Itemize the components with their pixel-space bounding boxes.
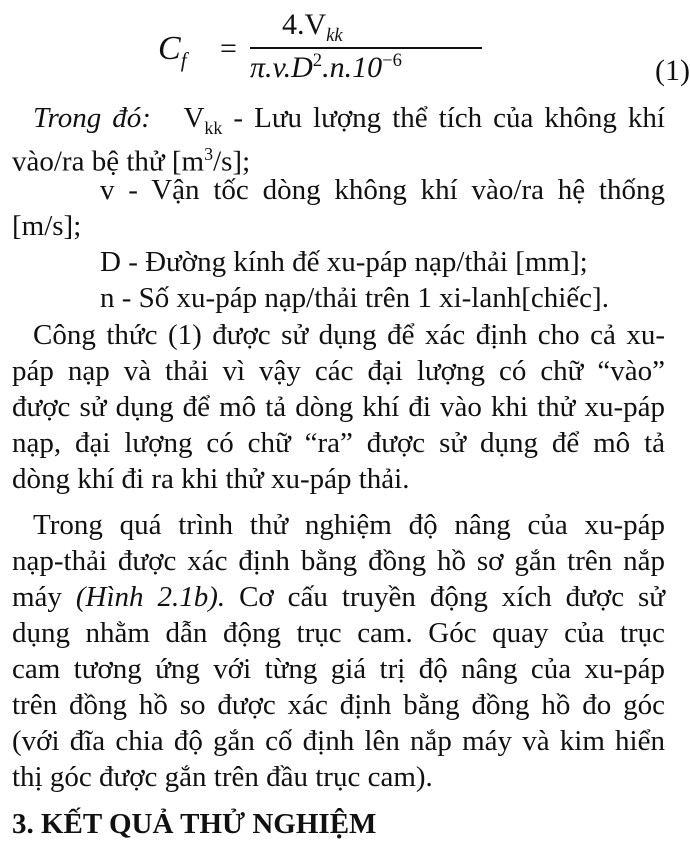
numerator-text: 4.V (282, 8, 327, 41)
equals-sign: = (220, 32, 237, 65)
vkk-sub: kk (204, 117, 223, 138)
equation-lhs (158, 30, 187, 73)
paragraph1-line: páp nạp và thải vì vậy các đại lượng có chữ “vào” (12, 355, 665, 387)
paragraph1-line: Công thức (1) được sử dụng để xác định cho cả xu- (33, 319, 665, 351)
denominator-exponent: −6 (382, 50, 402, 71)
section-heading: 3. KẾT QUẢ THỬ NGHIỆM (12, 808, 377, 840)
equation-number: (1) (655, 54, 690, 87)
intro-label: Trong đó: (33, 102, 151, 134)
paragraph2-line: cam tương ứng với từng giá trị độ nâng của xu-páp (12, 653, 665, 685)
definition-n: n - Số xu-páp nạp/thải trên 1 xi-lanh[chiếc]. (100, 282, 609, 314)
vkk-v: V (183, 102, 205, 134)
denominator-part-b: .n.10 (322, 51, 383, 84)
paragraph1-line: dòng khí đi ra khi thử xu-páp thải. (12, 463, 410, 495)
definition-v-line2: [m/s]; (12, 210, 82, 242)
numerator (282, 8, 343, 47)
paragraph2-line (12, 580, 665, 614)
denominator-part-a: π.v.D (250, 51, 313, 84)
paragraph2-line: dụng nhằm dẫn động trục cam. Góc quay của trục (12, 617, 665, 649)
paragraph2-line: thị góc được gắn trên đầu trục cam). (12, 761, 433, 793)
paragraph2-line: (với đĩa chia độ gắn cố định lên nắp máy và kim hiển (12, 725, 665, 757)
definition-d: D - Đường kính đế xu-páp nạp/thải [mm]; (100, 246, 588, 278)
paragraph2-line: trên đồng hồ so được xác định bằng đồng hồ đo góc (12, 689, 665, 721)
vkk-unit-a: vào/ra bệ thử [m (12, 145, 205, 178)
vkk-symbol (183, 102, 223, 138)
fraction-bar (250, 47, 482, 49)
figure-reference: (Hình 2.1b). (75, 581, 226, 613)
text: máy (12, 581, 62, 613)
vkk-unit-b: /s]; (213, 145, 251, 178)
vkk-unit-sup: 3 (204, 144, 214, 164)
definition-v-line1: v - Vận tốc dòng không khí vào/ra hệ thống (100, 174, 665, 206)
lhs-subscript: f (180, 47, 187, 72)
paragraph2-line: Trong quá trình thử nghiệm độ nâng của xu-páp (33, 509, 665, 541)
paragraph2-line: nạp-thải được xác định bằng đồng hồ sơ gắn trên nắp (12, 545, 665, 577)
lhs-symbol: C (158, 30, 181, 67)
denominator-power: 2 (312, 50, 323, 71)
paragraph1-line: được sử dụng để mô tả dòng khí đi vào khi thử xu-páp (12, 391, 665, 423)
denominator (250, 50, 402, 85)
paragraph1-line: nạp, đại lượng có chữ “ra” được sử dụng để mô tả (12, 427, 665, 459)
numerator-subscript: kk (326, 25, 343, 46)
text: Cơ cấu truyền động xích được sử (239, 581, 665, 613)
vkk-description: - Lưu lượng thể tích của không khí (233, 102, 665, 134)
